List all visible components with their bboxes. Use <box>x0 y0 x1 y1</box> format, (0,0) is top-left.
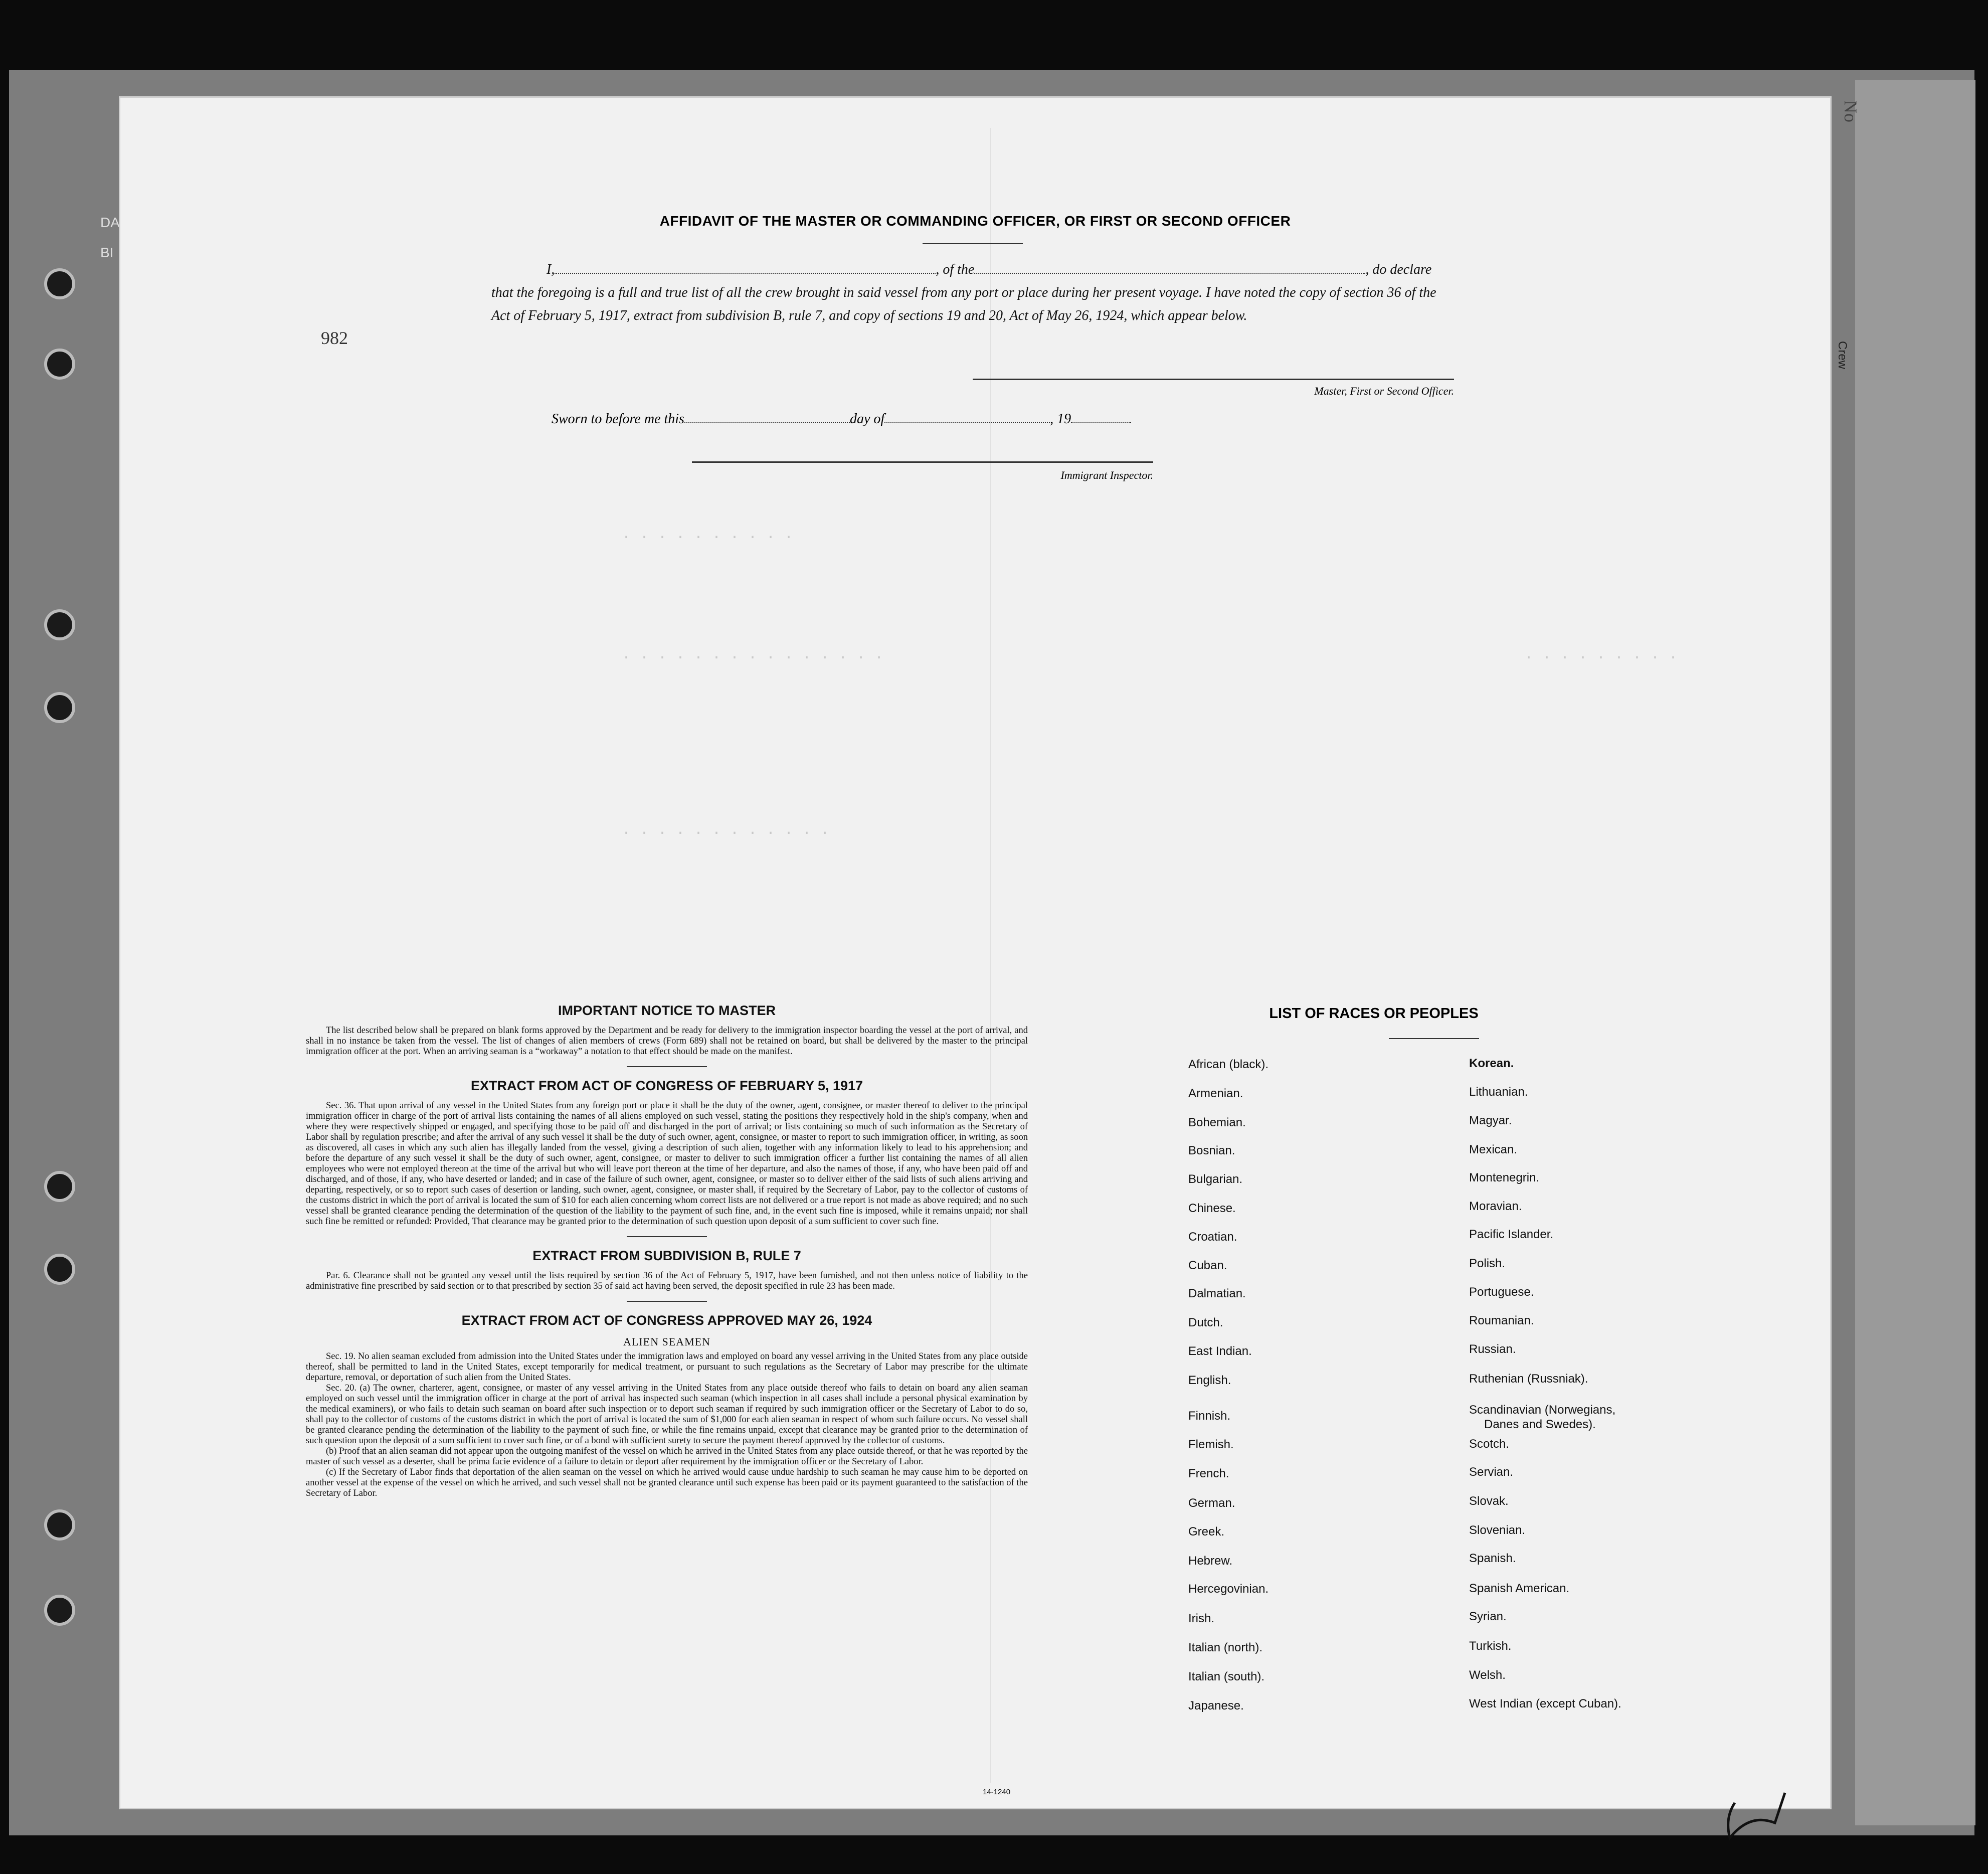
race-item: Moravian. <box>1469 1200 1522 1213</box>
race-item: Scandinavian (Norwegians, <box>1469 1403 1616 1417</box>
page-fold <box>990 128 991 1783</box>
race-item: Polish. <box>1469 1257 1506 1270</box>
race-item: Dalmatian. <box>1188 1287 1246 1300</box>
handwritten-mark: 982 <box>321 328 348 348</box>
race-item: Ruthenian (Russniak). <box>1469 1372 1588 1386</box>
race-item: Finnish. <box>1188 1409 1231 1423</box>
inspector-signature-line[interactable] <box>692 461 1153 463</box>
vessel-name-field[interactable] <box>974 262 1365 274</box>
race-item: Mexican. <box>1469 1143 1518 1156</box>
binder-hole <box>44 1254 75 1285</box>
race-item: Dutch. <box>1188 1316 1223 1329</box>
race-item: Pacific Islander. <box>1469 1228 1554 1241</box>
form-number: 14-1240 <box>983 1788 1011 1796</box>
divider <box>1389 1038 1479 1039</box>
race-item: Servian. <box>1469 1465 1514 1479</box>
race-item: Japanese. <box>1188 1699 1244 1713</box>
bleed-through: · · · · · · · · · <box>1524 649 1678 666</box>
sworn-line <box>552 411 1131 427</box>
race-item: Slovenian. <box>1469 1523 1526 1537</box>
divider <box>627 1236 707 1237</box>
race-item: Italian (south). <box>1188 1670 1265 1683</box>
race-item: Danes and Swedes). <box>1484 1418 1596 1431</box>
race-item: Syrian. <box>1469 1610 1507 1623</box>
declarant-name-field[interactable] <box>555 262 936 274</box>
race-item: Armenian. <box>1188 1087 1243 1100</box>
binder-hole <box>44 609 75 640</box>
race-item: Welsh. <box>1469 1668 1506 1682</box>
binder-hole <box>44 268 75 299</box>
race-item: Cuban. <box>1188 1259 1227 1272</box>
binder-hole <box>44 1595 75 1626</box>
master-signature-label: Master, First or Second Officer. <box>1314 385 1454 397</box>
sworn-day-label: day of <box>849 411 885 427</box>
background-sheet-edge <box>1855 80 1975 1825</box>
race-item: Spanish. <box>1469 1552 1516 1565</box>
race-item: Bohemian. <box>1188 1116 1246 1129</box>
race-item: Chinese. <box>1188 1202 1236 1215</box>
race-item: Magyar. <box>1469 1114 1512 1127</box>
affidavit-body <box>491 258 1454 327</box>
divider <box>627 1066 707 1067</box>
race-item: Montenegrin. <box>1469 1171 1540 1184</box>
bleed-through: · · · · · · · · · · · · · · · <box>622 649 884 666</box>
binder-hole <box>44 1171 75 1202</box>
race-item: Turkish. <box>1469 1639 1512 1653</box>
binder-hole <box>44 1509 75 1541</box>
act-1924-subtitle: ALIEN SEAMEN <box>623 1335 710 1348</box>
vessel-prefix: , of the <box>936 262 975 277</box>
sworn-text: Sworn to before me this <box>552 411 684 427</box>
sec20b-text: (b) Proof that an alien seaman did not appear upon the outgoing manifest of the vessel on which he arrived in the United States from any place outside thereof, or that he was reported by the master of such vessel as a deserter, shall be prima facie evidence of a failure to detain or deport after requirement by the immigration officer or the Secretary of Labor. <box>306 1446 1028 1467</box>
declaration-line <box>491 258 1454 281</box>
race-item: West Indian (except Cuban). <box>1469 1697 1621 1711</box>
sec20c-text: (c) If the Secretary of Labor finds that deportation of the alien seaman on the vessel on which he arrived would cause undue hardship to such seaman he may cause him to be deported on another vessel at the expense of the vessel on which he arrived, and such vessel shall not be granted clearance until such expense has been paid or its payment guaranteed to the satisfaction of the Secretary of Labor. <box>306 1467 1028 1498</box>
race-item: Greek. <box>1188 1525 1225 1539</box>
race-item: Hebrew. <box>1188 1554 1233 1568</box>
margin-mark: Crew <box>1836 341 1849 370</box>
race-item: Bosnian. <box>1188 1144 1235 1157</box>
race-item: Slovak. <box>1469 1494 1509 1508</box>
races-title: LIST OF RACES OR PEOPLES <box>1269 1005 1479 1021</box>
race-item: English. <box>1188 1374 1231 1387</box>
important-notice-title: IMPORTANT NOTICE TO MASTER <box>558 1003 776 1018</box>
sec19-text: Sec. 19. No alien seaman excluded from admission into the United States under the immigration laws and employed on board any vessel arriving in the United States from any place outside thereof, shall be permitted to land in the United States, except temporarily for medical treatment, or pursuant to such regulations as the Secretary of Labor may prescribe for the ultimate departure, removal, or deportation of such alien from the United States. <box>306 1351 1028 1383</box>
margin-mark: DA <box>100 215 120 230</box>
race-item: Spanish American. <box>1469 1582 1570 1595</box>
divider <box>923 243 1023 244</box>
sworn-month-field[interactable] <box>884 411 1050 423</box>
sworn-year-field[interactable] <box>1071 411 1131 423</box>
margin-mark: No <box>1841 100 1861 122</box>
sworn-year-label: , 19 <box>1050 411 1071 427</box>
race-item: Croatian. <box>1188 1230 1237 1244</box>
race-item: Portuguese. <box>1469 1285 1534 1299</box>
race-item: Roumanian. <box>1469 1314 1534 1327</box>
race-item: Scotch. <box>1469 1437 1510 1451</box>
bleed-through: · · · · · · · · · · <box>622 529 794 546</box>
affidavit-text: that the foregoing is a full and true list of all the crew brought in said vessel from any port or place during her present voyage. I have noted the copy of section 36 of the Act of February 5, 1917, extract from subdivision B, rule 7, and copy of sections 19 and 20, Act of May 26, 1924, which appear below. <box>491 285 1436 323</box>
race-item: Italian (north). <box>1188 1641 1263 1654</box>
race-item: Hercegovinian. <box>1188 1582 1269 1596</box>
inspector-label: Immigrant Inspector. <box>1060 469 1153 481</box>
master-signature-line[interactable] <box>973 379 1454 380</box>
binder-hole <box>44 692 75 723</box>
race-item: Flemish. <box>1188 1438 1234 1451</box>
race-item: Korean. <box>1469 1057 1514 1070</box>
act-1924-title: EXTRACT FROM ACT OF CONGRESS APPROVED MAY 26, 1924 <box>461 1313 872 1328</box>
race-item: Russian. <box>1469 1342 1516 1356</box>
sworn-day-field[interactable] <box>684 411 850 423</box>
divider <box>627 1301 707 1302</box>
race-item: French. <box>1188 1467 1229 1480</box>
document-page <box>120 98 1830 1808</box>
important-notice-text: The list described below shall be prepared on blank forms approved by the Department and be ready for delivery to the immigration inspector boarding the vessel at the port of arrival, and shall in no instance be taken from the vessel. The list of changes of alien members of crews (Form 689) shall not be retained on board, but shall be delivered by the master to the principal immigration officer at the port. When an arriving seaman is a “workaway” a notation to that effect should be made on the manifest. <box>306 1026 1028 1057</box>
binder-hole <box>44 349 75 380</box>
race-item: Lithuanian. <box>1469 1085 1528 1099</box>
race-item: East Indian. <box>1188 1344 1252 1358</box>
handwritten-check-mark <box>1715 1783 1815 1858</box>
act-1917-text: Sec. 36. That upon arrival of any vessel in the United States from any foreign port or place it shall be the duty of the owner, agent, consignee, or master thereof to deliver to the principal immigration officer in charge of the port of arrival lists containing the names of all aliens employed on such vessel, stating the positions they respectively hold in the ship's company, when and where they were respectively shipped or engaged, and specifying those to be paid off and discharged in the port of arrival; or lists containing so much of such information as the Secretary of Labor shall by regulation prescribe; and after the arrival of any such vessel it shall be the duty of such owner, agent, consignee, or master to report to such immigration officer, in writing, as soon as discovered, all cases in which any such alien has illegally landed from the vessel, giving a description of such alien, together with any information likely to lead to his apprehension; and before the departure of any such vessel it shall be the duty of such owner, agent, consignee, or master to deliver to such immigration officer a further list containing the names of all alien employees who were not employed thereon at the time of the arrival but who will leave port thereon at the time of her departure, and also the names of those, if any, who have been paid off and discharged, and of those, if any, who have deserted or landed; and in case of the failure of such owner, agent, consignee, or master so to deliver either of the said lists of such aliens arriving and departing, respectively, or so to report such cases of desertion or landing, such owner, agent, consignee, or master shall, if required by the Secretary of Labor, pay to the collector of customs of the customs district in which the port of arrival is located the sum of $10 for each alien concerning whom correct lists are not delivered or a true report is not made as above required; and no such vessel shall be granted clearance pending the determination of the question of the liability to the payment of such fine, and, in the event such fine is imposed, while it remains unpaid; nor shall such fine be remitted or refunded: Provided, That clearance may be granted prior to the determination of such question upon deposit of a sum sufficient to cover such fine. <box>306 1101 1028 1227</box>
race-item: Bulgarian. <box>1188 1172 1243 1186</box>
rule7-text: Par. 6. Clearance shall not be granted any vessel until the lists required by section 36 of the Act of February 5, 1917, have been furnished, and not then unless notice of liability to the administrative fine prescribed by said section or to that prescribed by section 35 of said act having been served, the deposit specified in rule 23 has been made. <box>306 1271 1028 1291</box>
margin-mark: BI <box>100 245 114 260</box>
sec20a-text: Sec. 20. (a) The owner, charterer, agent, consignee, or master of any vessel arriving in the United States from any place outside thereof who fails to detain on board any alien seaman employed on such vessel until the immigration officer in charge at the port of arrival has inspected such seaman (which inspection in all cases shall include a personal physical examination by the medical examiners), or who fails to detain such seaman on board after such inspection or to deport such seaman if required by such immigration officer or the Secretary of Labor to do so, shall pay to the collector of customs of the customs district in which the port of arrival is located the sum of $1,000 for each alien seaman in respect of whom such failure occurs. No vessel shall be granted clearance pending the determination of the liability to the payment of such fine, or while the fine remains unpaid, except that clearance may be granted prior to the determination of such question upon the deposit of a sum sufficient to cover such fine, or of a bond with sufficient surety to secure the payment thereof approved by the collector of customs. <box>306 1383 1028 1446</box>
declare-suffix: , do declare <box>1365 262 1432 277</box>
notices-column <box>306 1003 1028 1499</box>
rule7-title: EXTRACT FROM SUBDIVISION B, RULE 7 <box>532 1248 801 1263</box>
bleed-through: · · · · · · · · · · · · <box>622 825 830 842</box>
act-1917-title: EXTRACT FROM ACT OF CONGRESS OF FEBRUARY 5, 1917 <box>470 1078 863 1093</box>
declarant-prefix: I, <box>547 262 555 277</box>
race-item: German. <box>1188 1496 1235 1510</box>
race-item: African (black). <box>1188 1058 1269 1071</box>
race-item: Irish. <box>1188 1612 1215 1625</box>
affidavit-title: AFFIDAVIT OF THE MASTER OR COMMANDING OFFICER, OR FIRST OR SECOND OFFICER <box>659 213 1291 229</box>
